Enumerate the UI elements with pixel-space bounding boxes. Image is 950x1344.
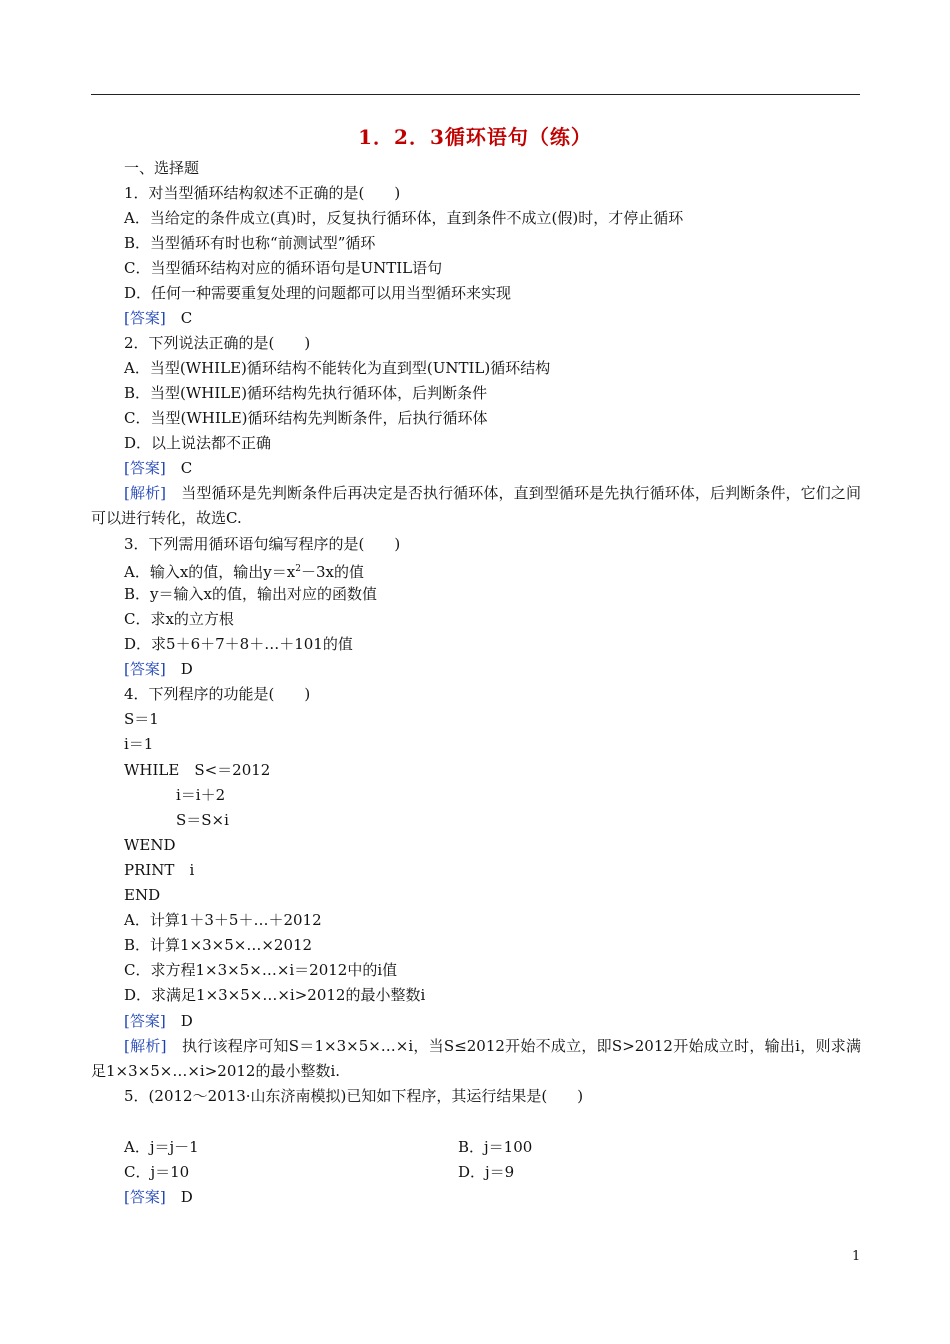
code-line: WEND xyxy=(124,836,176,854)
q2-answer xyxy=(124,458,192,478)
answer-tag: [答案] xyxy=(124,1012,166,1030)
q4-option-b: B．计算1×3×5×…×2012 xyxy=(124,936,313,954)
superscript: 2 xyxy=(295,564,301,574)
answer-tag: [答案] xyxy=(124,660,166,678)
analysis-tag: [解析] xyxy=(124,1037,167,1055)
answer-tag: [答案] xyxy=(124,1188,166,1206)
answer-value: D xyxy=(165,660,193,678)
q3-option-a-tail: －3x的值 xyxy=(300,563,364,581)
header-rule xyxy=(91,94,860,95)
page-number: 1 xyxy=(852,1249,861,1264)
code-line: WHILE S<＝2012 xyxy=(124,761,271,779)
q3-option-b: B．y＝输入x的值，输出对应的函数值 xyxy=(124,585,377,603)
code-line: END xyxy=(124,886,161,904)
q2-option-b: B．当型(WHILE)循环结构先执行循环体，后判断条件 xyxy=(124,384,488,402)
q5-option-c: C．j＝10 xyxy=(124,1163,190,1181)
q1-answer xyxy=(124,308,192,328)
q2-option-c: C．当型(WHILE)循环结构先判断条件，后执行循环体 xyxy=(124,409,488,427)
answer-value: C xyxy=(165,459,193,477)
answer-tag: [答案] xyxy=(124,309,166,327)
q2-option-d: D．以上说法都不正确 xyxy=(124,434,272,452)
q2-option-a: A．当型(WHILE)循环结构不能转化为直到型(UNTIL)循环结构 xyxy=(124,359,551,377)
answer-tag: [答案] xyxy=(124,459,166,477)
q4-option-d: D．求满足1×3×5×…×i>2012的最小整数i xyxy=(124,986,426,1004)
answer-value: D xyxy=(165,1012,193,1030)
analysis-text: 当型循环是先判断条件后再决定是否执行循环体，直到型循环是先执行循环体，后判断条件，它们之间可以进行转化，故选C. xyxy=(91,484,861,527)
q5-option-d: D．j＝9 xyxy=(458,1163,515,1181)
q5-answer xyxy=(124,1187,193,1207)
q3-answer xyxy=(124,659,193,679)
q1-option-c: C．当型循环结构对应的循环语句是UNTIL语句 xyxy=(124,259,443,277)
answer-value: C xyxy=(165,309,193,327)
analysis-text: 执行该程序可知S＝1×3×5×…×i，当S≤2012开始不成立，即S>2012开始成立时，输出i，则求满足1×3×5×…×i>2012的最小整数i. xyxy=(91,1037,861,1080)
code-line: PRINT i xyxy=(124,861,195,879)
q4-stem: 4．下列程序的功能是( ) xyxy=(124,685,311,703)
code-line: i＝i＋2 xyxy=(176,786,226,804)
q3-stem: 3．下列需用循环语句编写程序的是( ) xyxy=(124,535,401,553)
q4-option-c: C．求方程1×3×5×…×i＝2012中的i值 xyxy=(124,961,398,979)
q3-option-a xyxy=(124,559,364,582)
q3-option-c: C．求x的立方根 xyxy=(124,610,234,628)
page-title: 1．2．3循环语句（练） xyxy=(358,125,592,149)
q1-option-a: A．当给定的条件成立(真)时，反复执行循环体，直到条件不成立(假)时，才停止循环 xyxy=(124,209,684,227)
analysis-tag: [解析] xyxy=(124,484,167,502)
section-heading: 一、选择题 xyxy=(124,159,200,177)
q5-option-b: B．j＝100 xyxy=(458,1138,533,1156)
q2-stem: 2．下列说法正确的是( ) xyxy=(124,334,311,352)
q4-option-a: A．计算1＋3＋5＋…＋2012 xyxy=(124,911,322,929)
answer-value: D xyxy=(165,1188,193,1206)
q3-option-d: D．求5＋6＋7＋8＋…＋101的值 xyxy=(124,635,353,653)
code-line: i＝1 xyxy=(124,735,154,753)
q1-option-b: B．当型循环有时也称“前测试型”循环 xyxy=(124,234,376,252)
code-line: S＝1 xyxy=(124,710,159,728)
q2-analysis xyxy=(91,481,861,531)
q4-answer xyxy=(124,1011,193,1031)
code-line: S＝S×i xyxy=(176,811,229,829)
q1-stem: 1．对当型循环结构叙述不正确的是( ) xyxy=(124,184,401,202)
q5-option-a: A．j＝j－1 xyxy=(124,1138,199,1156)
q4-analysis xyxy=(91,1034,861,1084)
q1-option-d: D．任何一种需要重复处理的问题都可以用当型循环来实现 xyxy=(124,284,512,302)
q3-option-a-text: A．输入x的值，输出y＝x xyxy=(124,563,296,581)
q5-stem: 5．(2012～2013·山东济南模拟)已知如下程序，其运行结果是( ) xyxy=(124,1087,584,1105)
